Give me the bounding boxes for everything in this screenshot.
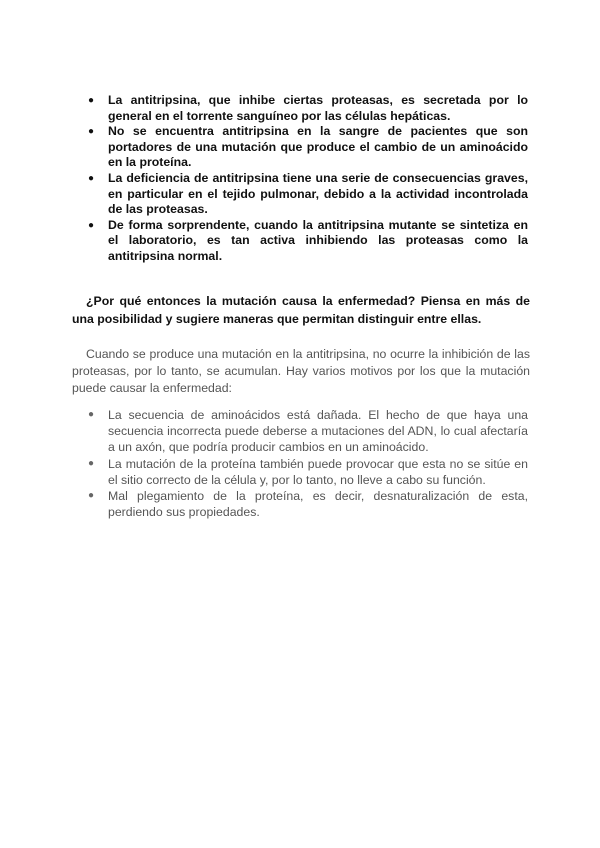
list-item [88,93,528,124]
answer-item-text: La mutación de la proteína también puede provocar que esta no se sitúe en el sitio correcto de la célula y, por lo tanto, no lleve a cabo su función. [108,456,528,487]
bullet-icon: ● [88,172,95,184]
facts-list [88,93,528,265]
fact-text: La antitripsina, que inhibe ciertas proteasas, es secretada por lo general en el torrente sanguíneo por las células hepáticas. [108,93,528,123]
list-item [88,124,528,171]
fact-text: De forma sorprendente, cuando la antitripsina mutante se sintetiza en el laboratorio, es tan activa inhibiendo las proteasas como la antitripsina normal. [108,217,528,263]
answer-item-text: Mal plegamiento de la proteína, es decir, desnaturalización de esta, perdiendo sus propiedades. [108,489,528,520]
list-item [88,407,528,456]
list-item [88,171,528,218]
answer-item-text: La secuencia de aminoácidos está dañada. El hecho de que haya una secuencia incorrecta puede deberse a mutaciones del ADN, lo cual afectaría a un axón, que podría producir cambios en un aminoácido. [108,408,528,455]
fact-text: No se encuentra antitripsina en la sangre de pacientes que son portadores de una mutación que produce el cambio de un aminoácido en la proteína. [108,124,528,170]
bullet-icon: ● [88,95,95,106]
bullet-icon: ● [88,409,95,420]
bullet-icon: ● [88,490,95,502]
list-item [88,218,528,265]
bullet-icon: ● [88,457,95,469]
bullet-icon: ● [88,219,95,231]
answer-list [88,407,528,520]
bullet-icon: ● [88,126,95,138]
list-item [88,488,528,520]
fact-text: La deficiencia de antitripsina tiene una serie de consecuencias graves, en particular en el tejido pulmonar, debido a la actividad incontrolada de las proteasas. [108,170,528,217]
question-text: ¿Por qué entonces la mutación causa la enfermedad? Piensa en más de una posibilidad y sugiere maneras que permitan distinguir entre ellas. [72,294,530,326]
answer-intro: Cuando se produce una mutación en la antitripsina, no ocurre la inhibición de las proteasas, por lo tanto, se acumulan. Hay varios motivos por los que la mutación puede causar la enfermedad: [72,347,530,395]
list-item [88,456,528,488]
